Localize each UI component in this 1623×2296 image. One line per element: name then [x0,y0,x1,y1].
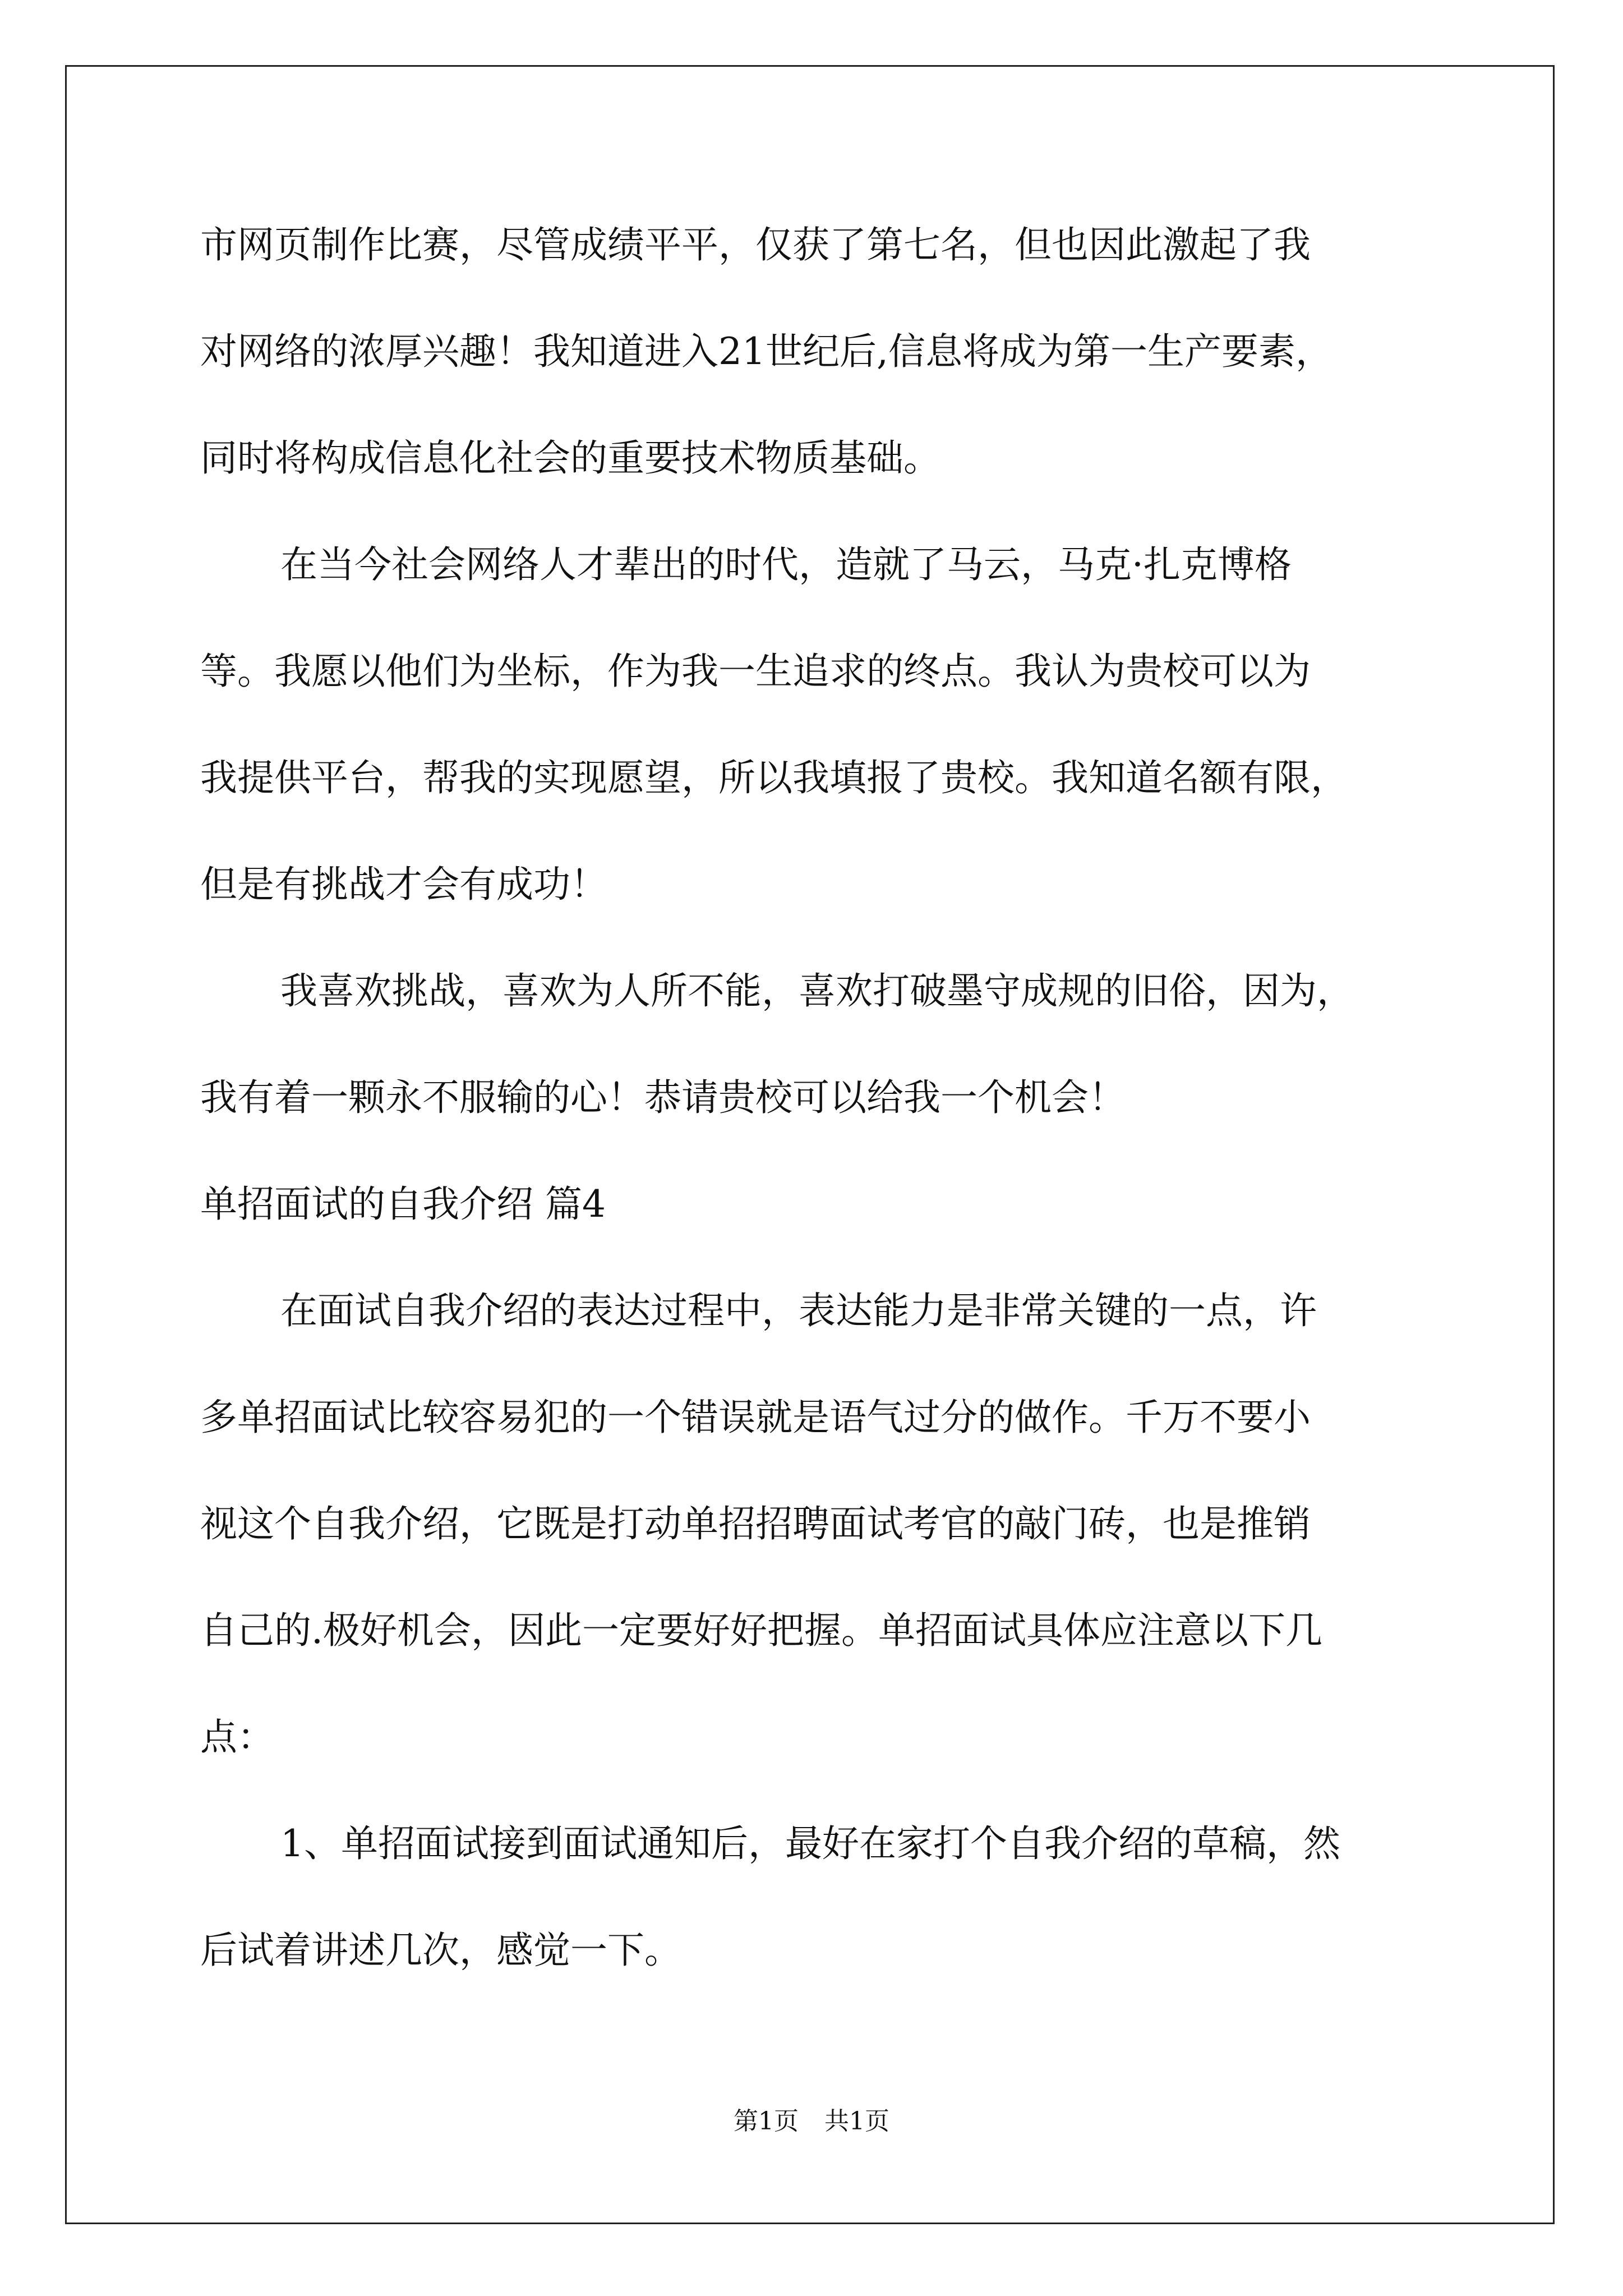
page-footer [0,2105,1623,2138]
text-line: 我提供平台，帮我的实现愿望，所以我填报了贵校。我知道名额有限， [200,756,1348,799]
paragraph-start-line: 1、单招面试接到面试通知后，最好在家打个自我介绍的草稿，然 [280,1822,1340,1865]
paragraph-start-line: 在面试自我介绍的表达过程中，表达能力是非常关键的一点，许 [280,1289,1317,1332]
text-line: 多单招面试比较容易犯的一个错误就是语气过分的做作。千万不要小 [200,1396,1311,1439]
paragraph-start-line: 我喜欢挑战，喜欢为人所不能，喜欢打破墨守成规的旧俗，因为， [280,969,1354,1013]
text-line: 后试着讲述几次，感觉一下。 [200,1929,681,1972]
section-heading: 单招面试的自我介绍 篇4 [200,1182,606,1226]
text-line: 点： [200,1715,274,1759]
text-line: 同时将构成信息化社会的重要技术物质基础。 [200,436,940,480]
text-line: 我有着一颗永不服输的心！恭请贵校可以给我一个机会！ [200,1076,1126,1119]
page-number: 第1页 [734,2107,799,2136]
page-border [65,65,1555,2224]
text-line: 自己的.极好机会，因此一定要好好把握。单招面试具体应注意以下几 [200,1609,1322,1652]
text-line: 对网络的浓厚兴趣！我知道进入21世纪后,信息将成为第一生产要素， [200,330,1332,373]
page-total: 共1页 [824,2107,889,2136]
text-line: 等。我愿以他们为坐标，作为我一生追求的终点。我认为贵校可以为 [200,650,1311,693]
paragraph-start-line: 在当今社会网络人才辈出的时代，造就了马云，马克·扎克博格 [280,543,1292,586]
text-line: 但是有挑战才会有成功！ [200,863,607,906]
text-line: 视这个自我介绍，它既是打动单招招聘面试考官的敲门砖，也是推销 [200,1502,1311,1545]
text-line: 市网页制作比赛，尽管成绩平平，仅获了第七名，但也因此激起了我 [200,223,1311,266]
